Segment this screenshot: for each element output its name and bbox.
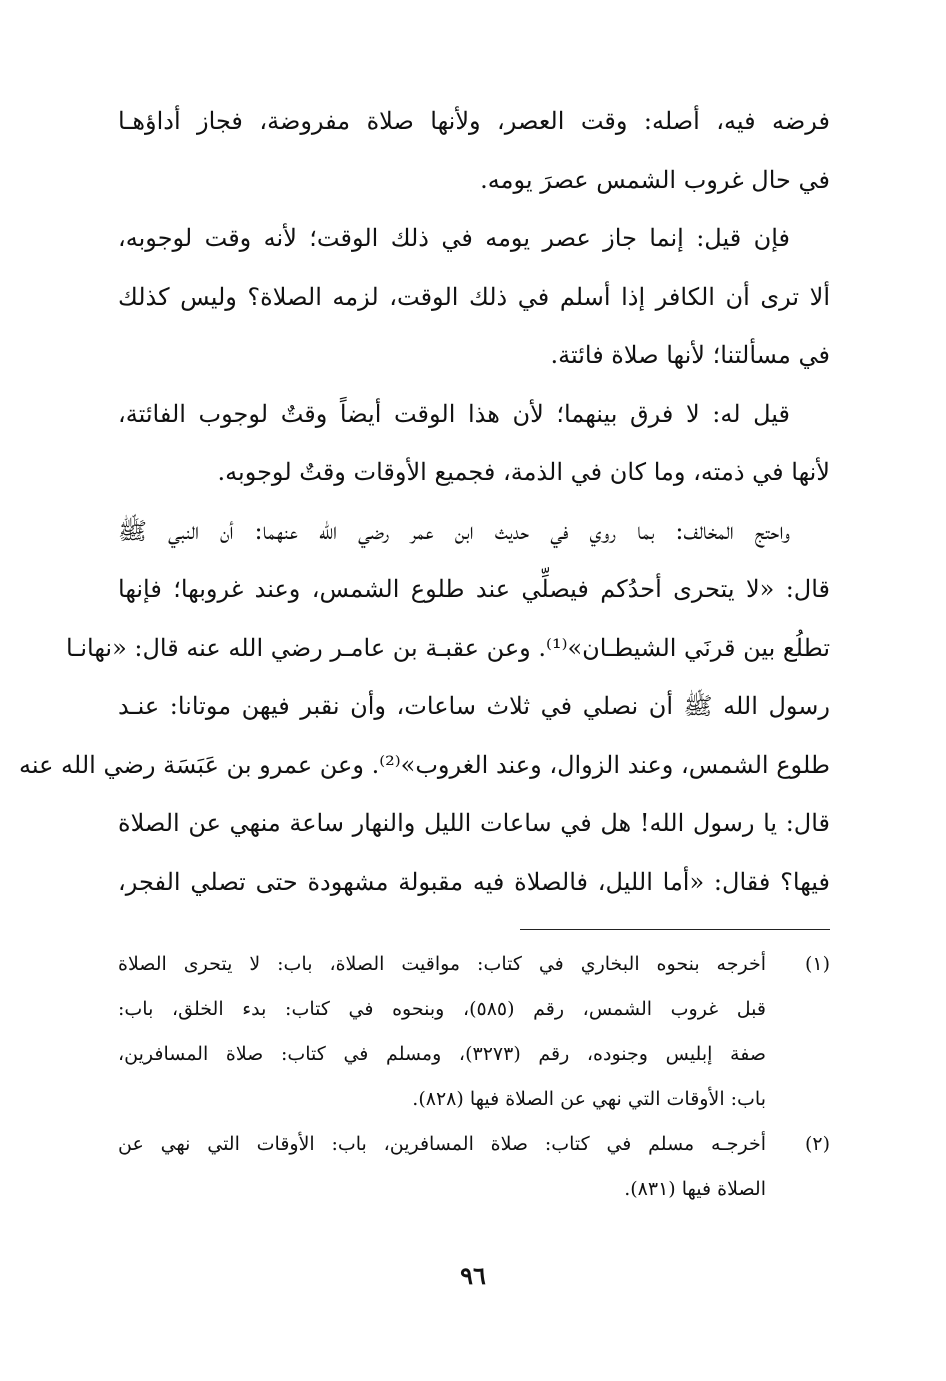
text-line: قال: «لا يتحرى أحدُكم فيصلِّي عند طلوع الشمس، وعند غروبها؛ فإنها — [118, 575, 830, 603]
text-line: في حال غروب الشمس عصرَ يومه. — [480, 165, 830, 194]
text-line: في مسألتنا؛ لأنها صلاة فائتة. — [550, 341, 830, 369]
footnote-line: قبل غروب الشمس، رقم (٥٨٥)، وبنحوه في كتاب: بدء الخلق، باب: — [118, 998, 766, 1020]
footnote-line: أخرجـه مسلم في كتاب: صلاة المسافرين، باب: الأوقات التي نهي عن — [118, 1133, 766, 1155]
text-line: قيل له: لا فرق بينهما؛ لأن هذا الوقت أيضاً وقتٌ لوجوب الفائتة، — [118, 399, 790, 428]
text-line: فإن قيل: إنما جاز عصر يومه في ذلك الوقت؛ لأنه وقت لوجوبه، — [118, 224, 790, 252]
footnote-1 — [118, 942, 830, 1122]
text-line: ألا ترى أن الكافر إذا أسلم في ذلك الوقت، لزمه الصلاة؟ وليس كذلك — [118, 282, 830, 311]
footnote-number: (١) — [804, 953, 830, 975]
footnote-divider — [520, 929, 830, 930]
footnote-line: صفة إبليس وجنوده، رقم (٣٢٧٣)، ومسلم في كتاب: صلاة المسافرين، — [118, 1043, 766, 1065]
text-line: فرضه فيه، أصله: وقت العصر، ولأنها صلاة مفروضة، فجاز أداؤهـا — [118, 107, 830, 135]
main-text — [19, 92, 830, 911]
text-line: واحتج المخالف: بما روي في حديث ابن عمر رضي الله عنهما: أن النبي ﷺ — [118, 516, 790, 545]
footnote-2 — [118, 1122, 830, 1212]
footnotes — [118, 942, 830, 1212]
footnote-line: باب: الأوقات التي نهي عن الصلاة فيها (٨٢٨). — [412, 1088, 766, 1110]
text-line: لأنها في ذمته، وما كان في الذمة، فجميع الأوقات وقتٌ لوجوبه. — [217, 458, 830, 486]
page-number: ٩٦ — [460, 1261, 486, 1290]
text-line: رسول الله ﷺ أن نصلي في ثلاث ساعات، وأن نقبر فيهن موتانا: عنـد — [118, 692, 830, 720]
text-line: قال: يا رسول الله! هل في ساعات الليل والنهار ساعة منهي عن الصلاة — [118, 809, 830, 837]
footnote-line: الصلاة فيها (٨٣١). — [624, 1178, 766, 1200]
footnote-number: (٢) — [804, 1133, 830, 1155]
text-line: فيها؟ فقال: «أما الليل، فالصلاة فيه مقبولة مشهودة حتى تصلي الفجر، — [118, 867, 830, 896]
footnote-line: أخرجه بنحوه البخاري في كتاب: مواقيت الصلاة، باب: لا يتحرى الصلاة — [118, 953, 766, 975]
text-line: طلوع الشمس، وعند الزوال، وعند الغروب»⁽²⁾. وعن عمرو بن عَبَسَة رضي الله عنه — [19, 750, 830, 779]
text-line: تطلُع بين قرنَي الشيطـان»⁽¹⁾. وعن عقبـة بن عامـر رضي الله عنه قال: «نهانـا — [65, 633, 830, 662]
